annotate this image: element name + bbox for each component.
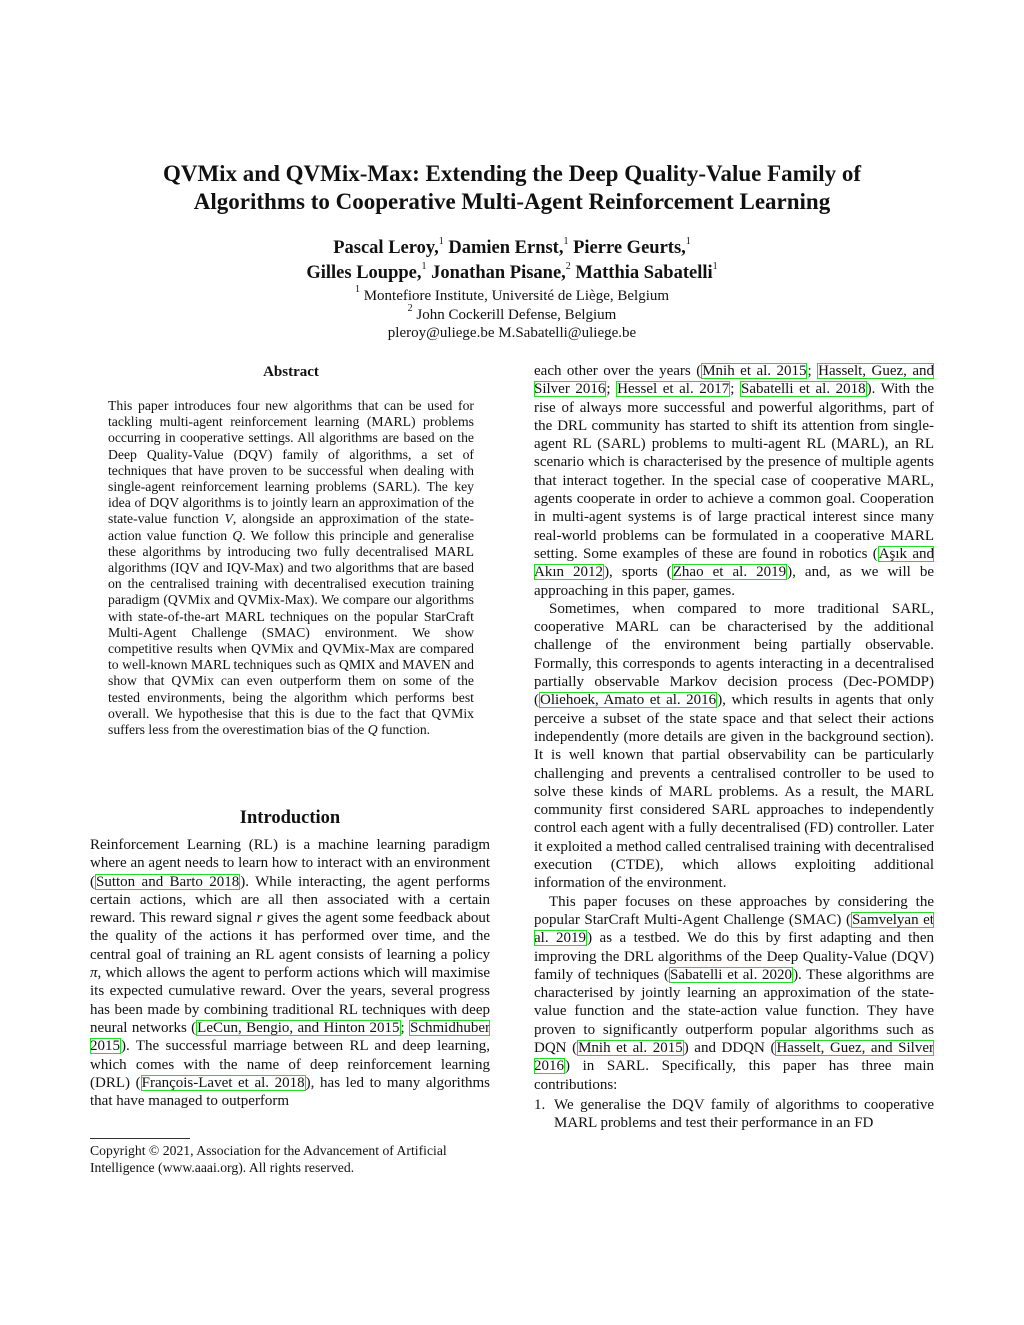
math-var: π: [90, 965, 98, 982]
right-column: [534, 362, 934, 1132]
affiliations: [110, 284, 914, 343]
citation-link[interactable]: Hessel et al. 2017: [617, 381, 730, 398]
affiliation-1: $^1$ Montefiore Institute, Université de Liège, Belgium: [354, 284, 670, 304]
citation-link[interactable]: Hasselt, Guez, and Silver 2016: [534, 1039, 935, 1075]
author-list: [110, 236, 914, 286]
citation-link[interactable]: Hasselt, Guez, and Silver 2016: [534, 363, 935, 398]
copyright-footnote: Copyright © 2021, Association for the Advancement of Artificial Intelligence (www.aaai.org). All rights reserved.: [90, 1143, 447, 1175]
author-name: Pascal Leroy,: [333, 238, 439, 258]
abstract-heading: Abstract: [263, 364, 319, 380]
contribution-item: [534, 1096, 934, 1133]
title-line-2: Algorithms to Cooperative Multi-Agent Reinforcement Learning: [193, 189, 831, 214]
math-var: r: [256, 910, 263, 927]
citation-link[interactable]: LeCun, Bengio, and Hinton 2015: [197, 1019, 400, 1036]
paragraph: Sometimes, when compared to more traditional SARL, cooperative MARL can be characterised by the additional challenge of the environment being partially observable. Formally, this corresponds to agents interacting in a decentralised partially observable Markov decision process (Dec-POMDP) (Oliehoek, Amato et al. 2016), which results in agents that only perceive a subset of the state space and that select their actions independently (more details are given in the background section). It is well known that partial observability can be particularly challenging and prevents a centralised controller to be used to solve these kinds of MARL problems. As a result, the MARL community first considered SARL approaches to independently control each agent with a fully decentralised (FD) controller. Later it exploited a method called centralised training with decentralised execution (CTDE), which allows exploiting additional information of the environment.: [534, 600, 934, 892]
introduction-text: Reinforcement Learning (RL) is a machine learning paradigm where an agent needs to learn how to interact with an environment (Sutton and Barto 2018). While interacting, the agent performs certain actions, which are all then associated with a certain reward. This reward signal r gives the agent some feedback about the quality of the actions it has performed over time, and the central goal of training an RL agent consists of learning a policy π, which allows the agent to perform actions which will maximise its expected cumulative reward. Over the years, several progress has been made by combining traditional RL techniques with deep neural networks (LeCun, Bengio, and Hinton 2015; Schmidhuber 2015). The successful marriage between RL and deep learning, which comes with the name of deep reinforcement learning (DRL) (François-Lavet et al. 2018), has led to many algorithms that have managed to outperform: [90, 837, 491, 1110]
author-name: Jonathan Pisane,: [431, 263, 566, 283]
citation-link[interactable]: Mnih et al. 2015: [578, 1039, 683, 1056]
author-name: Gilles Louppe,: [306, 263, 422, 283]
citation-link[interactable]: Aşık and Akın 2012: [534, 545, 934, 581]
list-number: 1.: [534, 1096, 546, 1113]
author-name: Damien Ernst,: [448, 238, 564, 258]
paper-title: [110, 160, 914, 216]
paragraph: each other over the years (Mnih et al. 2015; Hasselt, Guez, and Silver 2016; Hessel et al. 2017; Sabatelli et al. 2018). With the rise of always more successful and powerful algorithms, part of the DRL community has started to shift its attention from single-agent RL (SARL) problems to multi-agent RL (MARL), an RL scenario which is characterised by the presence of multiple agents that interact together. In the special case of cooperative MARL, agents cooperate in order to achieve a common goal. Cooperation in multi-agent systems is of large practical interest since many real-world problems can be formulated in a cooperative MARL setting. Some examples of these are found in robotics (Aşık and Akın 2012), sports (Zhao et al. 2019), and, as we will be approaching in this paper, games.: [534, 363, 935, 599]
citation-link[interactable]: Oliehoek, Amato et al. 2016: [540, 692, 717, 709]
citation-link[interactable]: Mnih et al. 2015: [702, 363, 807, 379]
math-var: Q: [232, 527, 243, 543]
citation-link[interactable]: François-Lavet et al. 2018: [141, 1074, 305, 1091]
citation-link[interactable]: Sutton and Barto 2018: [96, 873, 240, 890]
title-line-1: QVMix and QVMix-Max: Extending the Deep Quality-Value Family of: [162, 161, 862, 186]
author-line-1: Pascal Leroy,$^1$ Damien Ernst,$^1$ Pierre Geurts,$^1$: [333, 235, 691, 258]
author-name: Matthia Sabatelli: [575, 263, 713, 283]
citation-link[interactable]: Zhao et al. 2019: [672, 564, 787, 581]
math-var: V: [224, 511, 233, 527]
list-text: We generalise the DQV family of algorithms to cooperative MARL problems and test their performance in an FD: [554, 1096, 934, 1132]
author-name: Pierre Geurts,: [573, 238, 686, 258]
author-line-2: Gilles Louppe,$^1$ Jonathan Pisane,$^2$ Matthia Sabatelli$^1$: [306, 260, 718, 283]
citation-link[interactable]: Sabatelli et al. 2020: [669, 966, 793, 983]
introduction-heading: Introduction: [239, 808, 341, 828]
citation-link[interactable]: Sabatelli et al. 2018: [741, 381, 866, 398]
paragraph: This paper focuses on these approaches by considering the popular StarCraft Multi-Agent Challenge (SMAC) (Samvelyan et al. 2019) as a testbed. We do this by first adapting and then improving the DRL algorithms of the Deep Quality-Value (DQV) family of techniques (Sabatelli et al. 2020). These algorithms are characterised by jointly learning an approximation of the state-value function and the state-action value function. They have proven to significantly outperform popular algorithms such as DQN (Mnih et al. 2015) and DDQN (Hasselt, Guez, and Silver 2016) in SARL. Specifically, this paper has three main contributions:: [534, 893, 935, 1093]
footnote-divider: [90, 1138, 190, 1139]
math-var: Q: [367, 722, 378, 738]
author-emails: pleroy@uliege.be M.Sabatelli@uliege.be: [387, 325, 637, 341]
citation-link[interactable]: Samvelyan et al. 2019: [534, 911, 934, 947]
citation-link[interactable]: Schmidhuber 2015: [90, 1019, 491, 1055]
abstract-text: This paper introduces four new algorithms that can be used for tackling multi-agent reinforcement learning (MARL) problems occurring in cooperative settings. All algorithms are based on the Deep Quality-Value (DQV) family of algorithms, a set of techniques that have proven to be successful when dealing with single-agent reinforcement learning problems (SARL). The key idea of DQV algorithms is to jointly learn an approximation of the state-value function V, alongside an approximation of the state-action value function Q. We follow this principle and generalise these algorithms by introducing two fully decentralised MARL algorithms (IQV and IQV-Max) and two algorithms that are based on the centralised training with decentralised execution training paradigm (QVMix and QVMix-Max). We compare our algorithms with state-of-the-art MARL techniques on the popular StarCraft Multi-Agent Challenge (SMAC) environment. We show competitive results when QVMix and QVMix-Max are compared to well-known MARL techniques such as QMIX and MAVEN and show that QVMix can even outperform them on some of the tested environments, being the algorithm which performs best overall. We hypothesise that this is due to the fact that QVMix suffers less from the overestimation bias of the Q function.: [108, 398, 475, 738]
affiliation-2: $^2$ John Cockerill Defense, Belgium: [407, 302, 617, 323]
